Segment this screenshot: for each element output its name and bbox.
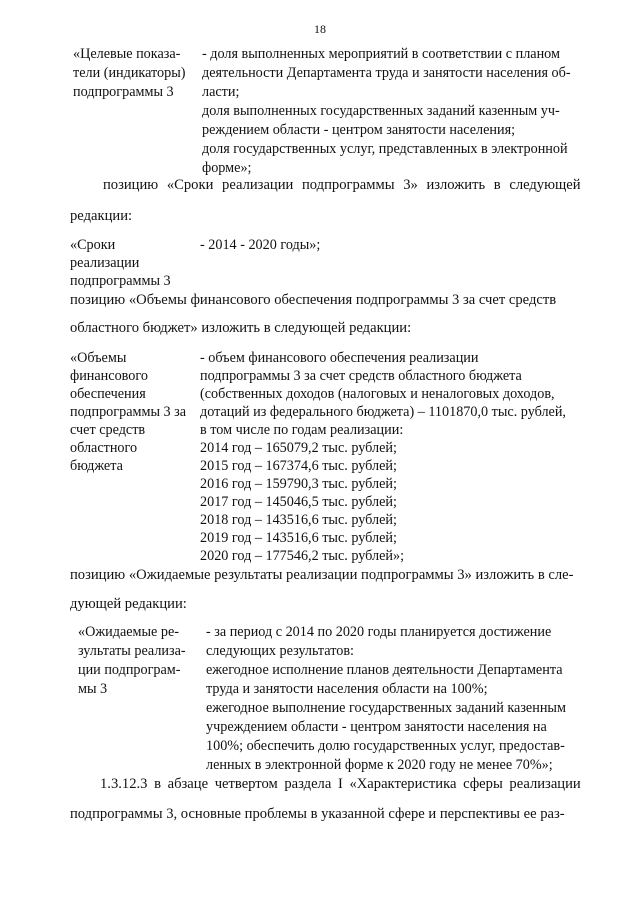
paragraph-line: позицию «Сроки реализации подпрограммы 3» изложить в следующей bbox=[103, 177, 581, 193]
block4-label-line: «Ожидаемые ре- bbox=[78, 624, 180, 640]
block2-label-line: подпрограммы 3 bbox=[70, 273, 171, 289]
block3-label-line: областного bbox=[70, 440, 138, 456]
block2-label-line: «Сроки bbox=[70, 237, 116, 253]
block1-text-line: доля выполненных государственных заданий казенным уч- bbox=[202, 103, 560, 119]
block4-text-line: ежегодное выполнение государственных заданий казенным bbox=[206, 700, 566, 716]
block4-text-line: ленных в электронной форме к 2020 году не менее 70%»; bbox=[206, 757, 553, 773]
block3-text-line: 2019 год – 143516,6 тыс. рублей; bbox=[200, 530, 397, 546]
block3-label-line: бюджета bbox=[70, 458, 123, 474]
block1-label-line: подпрограммы 3 bbox=[73, 84, 174, 100]
block3-text-line: в том числе по годам реализации: bbox=[200, 422, 404, 438]
block3-text-line: 2020 год – 177546,2 тыс. рублей»; bbox=[200, 548, 405, 564]
block3-label-line: подпрограммы 3 за bbox=[70, 404, 187, 420]
block3-text-line: 2017 год – 145046,5 тыс. рублей; bbox=[200, 494, 397, 510]
block3-text-line: 2018 год – 143516,6 тыс. рублей; bbox=[200, 512, 397, 528]
block3-text-line: 2015 год – 167374,6 тыс. рублей; bbox=[200, 458, 397, 474]
block2-label-line: реализации bbox=[70, 255, 140, 271]
paragraph-line: позицию «Ожидаемые результаты реализации подпрограммы 3» изложить в сле- bbox=[70, 567, 574, 583]
paragraph-line: 1.3.12.3 в абзаце четвертом раздела I «Характеристика сферы реализации bbox=[100, 776, 581, 792]
block3-text-line: - объем финансового обеспечения реализации bbox=[200, 350, 479, 366]
block4-text-line: - за период с 2014 по 2020 годы планируется достижение bbox=[206, 624, 552, 640]
page-number: 18 bbox=[314, 22, 326, 36]
block3-label-line: счет средств bbox=[70, 422, 146, 438]
block4-label-line: зультаты реализа- bbox=[78, 643, 186, 659]
block3-text-line: 2014 год – 165079,2 тыс. рублей; bbox=[200, 440, 397, 456]
paragraph-line: позицию «Объемы финансового обеспечения подпрограммы 3 за счет средств bbox=[70, 292, 557, 308]
block3-label-line: обеспечения bbox=[70, 386, 146, 402]
block3-label-line: «Объемы bbox=[70, 350, 127, 366]
block3-text-line: подпрограммы 3 за счет средств областного бюджета bbox=[200, 368, 522, 384]
block3-label-line: финансового bbox=[70, 368, 148, 384]
block4-text-line: ежегодное исполнение планов деятельности Департамента bbox=[206, 662, 563, 678]
block1-text-line: реждением области - центром занятости населения; bbox=[202, 122, 516, 138]
block1-label-line: «Целевые показа- bbox=[73, 46, 181, 62]
block4-text-line: труда и занятости населения области на 100%; bbox=[206, 681, 488, 697]
block3-text-line: (собственных доходов (налоговых и неналоговых доходов, bbox=[200, 386, 555, 402]
block1-text-line: деятельности Департамента труда и занятости населения об- bbox=[202, 65, 571, 81]
paragraph-line: областного бюджет» изложить в следующей редакции: bbox=[70, 320, 412, 336]
block4-label-line: мы 3 bbox=[78, 681, 108, 697]
block2-text-line: - 2014 - 2020 годы»; bbox=[200, 237, 321, 253]
block1-label-line: тели (индикаторы) bbox=[73, 65, 186, 81]
block4-text-line: следующих результатов: bbox=[206, 643, 354, 659]
block3-text-line: дотаций из федерального бюджета) – 1101870,0 тыс. рублей, bbox=[200, 404, 566, 420]
block1-text-line: - доля выполненных мероприятий в соответствии с планом bbox=[202, 46, 560, 62]
block4-text-line: 100%; обеспечить долю государственных услуг, предостав- bbox=[206, 738, 565, 754]
block1-text-line: доля государственных услуг, представленных в электронной bbox=[202, 141, 568, 157]
block3-text-line: 2016 год – 159790,3 тыс. рублей; bbox=[200, 476, 397, 492]
paragraph-line: редакции: bbox=[70, 208, 133, 224]
paragraph-line: дующей редакции: bbox=[70, 596, 187, 612]
paragraph-line: подпрограммы 3, основные проблемы в указанной сфере и перспективы ее раз- bbox=[70, 806, 565, 822]
block4-text-line: учреждением области - центром занятости населения на bbox=[206, 719, 547, 735]
block1-text-line: форме»; bbox=[202, 160, 252, 176]
block4-label-line: ции подпрограм- bbox=[78, 662, 181, 678]
block1-text-line: ласти; bbox=[202, 84, 240, 100]
